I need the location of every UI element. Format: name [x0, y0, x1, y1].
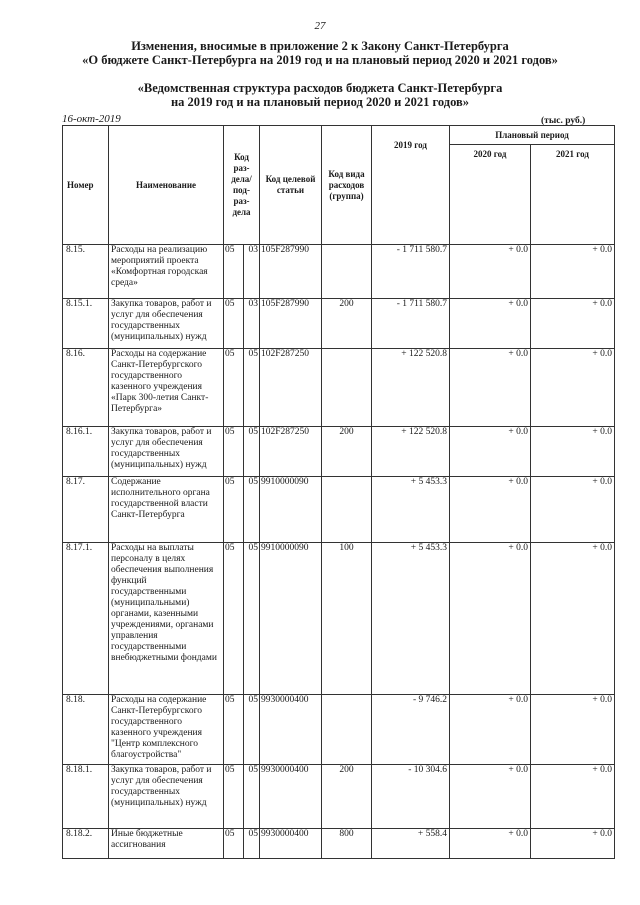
document-title-line-2: «О бюджете Санкт-Петербурга на 2019 год и на плановый период 2020 и 2021 годов» — [82, 53, 558, 67]
document-date: 16-окт-2019 — [62, 113, 121, 125]
row-article-code: 9910000090 — [260, 543, 322, 695]
row-value-2020: + 0.0 — [450, 299, 531, 349]
row-value-2020: + 0.0 — [450, 349, 531, 427]
row-number: 8.17.1. — [63, 543, 109, 695]
row-kind-code: 200 — [322, 765, 372, 829]
row-value-2019: + 5 453.3 — [372, 543, 450, 695]
row-subsection-code: 03 — [244, 245, 260, 299]
row-kind-code — [322, 245, 372, 299]
row-article-code: 105F287990 — [260, 245, 322, 299]
row-subsection-code: 05 — [244, 765, 260, 829]
row-subsection-code: 05 — [244, 477, 260, 543]
row-article-code: 102F287250 — [260, 349, 322, 427]
header-kind: Код вида расходов (группа) — [322, 126, 372, 245]
row-value-2021: + 0.0 — [531, 695, 615, 765]
row-kind-code: 800 — [322, 829, 372, 859]
table-row — [63, 543, 615, 695]
row-number: 8.15. — [63, 245, 109, 299]
row-subsection-code: 03 — [244, 299, 260, 349]
header-article: Код целевой статьи — [260, 126, 322, 245]
row-value-2021: + 0.0 — [531, 765, 615, 829]
row-name: Расходы на содержание Санкт-Петербургского государственного казенного учреждения «Парк 300-летия Санкт-Петербурга» — [109, 349, 224, 427]
row-section-code: 05 — [224, 829, 244, 859]
units-label: (тыс. руб.) — [541, 116, 586, 126]
row-article-code: 9930000400 — [260, 765, 322, 829]
row-subsection-code: 05 — [244, 543, 260, 695]
row-name: Закупка товаров, работ и услуг для обеспечения государственных (муниципальных) нужд — [109, 427, 224, 477]
row-name: Содержание исполнительного органа государственной власти Санкт-Петербурга — [109, 477, 224, 543]
row-number: 8.18.1. — [63, 765, 109, 829]
header-2019: 2019 год — [372, 126, 450, 245]
header-number: Номер — [63, 126, 109, 245]
row-value-2021: + 0.0 — [531, 245, 615, 299]
row-section-code: 05 — [224, 695, 244, 765]
document-title-line-1: Изменения, вносимые в приложение 2 к Закону Санкт-Петербурга — [131, 39, 509, 53]
row-name: Расходы на реализацию мероприятий проекта «Комфортная городская среда» — [109, 245, 224, 299]
document-title-line-3: «Ведомственная структура расходов бюджета Санкт-Петербурга — [137, 81, 503, 95]
row-value-2019: + 122 520.8 — [372, 349, 450, 427]
row-value-2021: + 0.0 — [531, 829, 615, 859]
row-value-2019: - 10 304.6 — [372, 765, 450, 829]
table-row — [63, 245, 615, 299]
row-section-code: 05 — [224, 349, 244, 427]
row-number: 8.16.1. — [63, 427, 109, 477]
row-value-2021: + 0.0 — [531, 349, 615, 427]
row-name: Закупка товаров, работ и услуг для обеспечения государственных (муниципальных) нужд — [109, 765, 224, 829]
row-value-2021: + 0.0 — [531, 299, 615, 349]
row-article-code: 9930000400 — [260, 695, 322, 765]
row-kind-code — [322, 477, 372, 543]
row-name: Расходы на выплаты персоналу в целях обеспечения выполнения функций государственными (муниципальными) органами, казенными учреждениями, органами управления государственными внебюджетными фондами — [109, 543, 224, 695]
row-section-code: 05 — [224, 245, 244, 299]
row-value-2020: + 0.0 — [450, 695, 531, 765]
budget-table — [62, 125, 615, 859]
row-subsection-code: 05 — [244, 829, 260, 859]
row-name: Закупка товаров, работ и услуг для обеспечения государственных (муниципальных) нужд — [109, 299, 224, 349]
row-value-2019: + 558.4 — [372, 829, 450, 859]
header-planned-period: Плановый период — [450, 126, 615, 145]
row-article-code: 102F287250 — [260, 427, 322, 477]
page-number: 27 — [314, 20, 326, 32]
row-value-2020: + 0.0 — [450, 245, 531, 299]
table-row — [63, 695, 615, 765]
table-row — [63, 829, 615, 859]
row-section-code: 05 — [224, 765, 244, 829]
row-value-2020: + 0.0 — [450, 477, 531, 543]
row-value-2021: + 0.0 — [531, 543, 615, 695]
table-row — [63, 349, 615, 427]
row-subsection-code: 05 — [244, 349, 260, 427]
document-title-line-4: на 2019 год и на плановый период 2020 и 2021 годов» — [170, 95, 470, 109]
header-name: Наименование — [109, 126, 224, 245]
row-number: 8.15.1. — [63, 299, 109, 349]
table-row — [63, 427, 615, 477]
header-2020: 2020 год — [450, 145, 531, 245]
row-value-2019: - 1 711 580.7 — [372, 299, 450, 349]
header-2021: 2021 год — [531, 145, 615, 245]
row-number: 8.18. — [63, 695, 109, 765]
row-value-2019: + 122 520.8 — [372, 427, 450, 477]
row-value-2019: - 1 711 580.7 — [372, 245, 450, 299]
row-kind-code — [322, 349, 372, 427]
row-number: 8.16. — [63, 349, 109, 427]
row-kind-code: 100 — [322, 543, 372, 695]
row-article-code: 9930000400 — [260, 829, 322, 859]
row-value-2019: - 9 746.2 — [372, 695, 450, 765]
row-section-code: 05 — [224, 299, 244, 349]
row-name: Расходы на содержание Санкт-Петербургского государственного казенного учреждения "Центр комплексного благоустройства" — [109, 695, 224, 765]
row-article-code: 105F287990 — [260, 299, 322, 349]
row-value-2020: + 0.0 — [450, 829, 531, 859]
row-value-2021: + 0.0 — [531, 477, 615, 543]
header-row — [63, 126, 615, 145]
row-value-2020: + 0.0 — [450, 427, 531, 477]
row-section-code: 05 — [224, 427, 244, 477]
row-kind-code: 200 — [322, 299, 372, 349]
row-section-code: 05 — [224, 543, 244, 695]
row-value-2020: + 0.0 — [450, 765, 531, 829]
table-row — [63, 765, 615, 829]
row-value-2021: + 0.0 — [531, 427, 615, 477]
row-kind-code — [322, 695, 372, 765]
row-subsection-code: 05 — [244, 695, 260, 765]
header-section: Код раз-дела/ под-раз-дела — [224, 126, 260, 245]
row-value-2019: + 5 453.3 — [372, 477, 450, 543]
table-row — [63, 477, 615, 543]
row-kind-code: 200 — [322, 427, 372, 477]
row-article-code: 9910000090 — [260, 477, 322, 543]
row-number: 8.17. — [63, 477, 109, 543]
row-number: 8.18.2. — [63, 829, 109, 859]
row-name: Иные бюджетные ассигнования — [109, 829, 224, 859]
row-subsection-code: 05 — [244, 427, 260, 477]
table-row — [63, 299, 615, 349]
row-section-code: 05 — [224, 477, 244, 543]
row-value-2020: + 0.0 — [450, 543, 531, 695]
